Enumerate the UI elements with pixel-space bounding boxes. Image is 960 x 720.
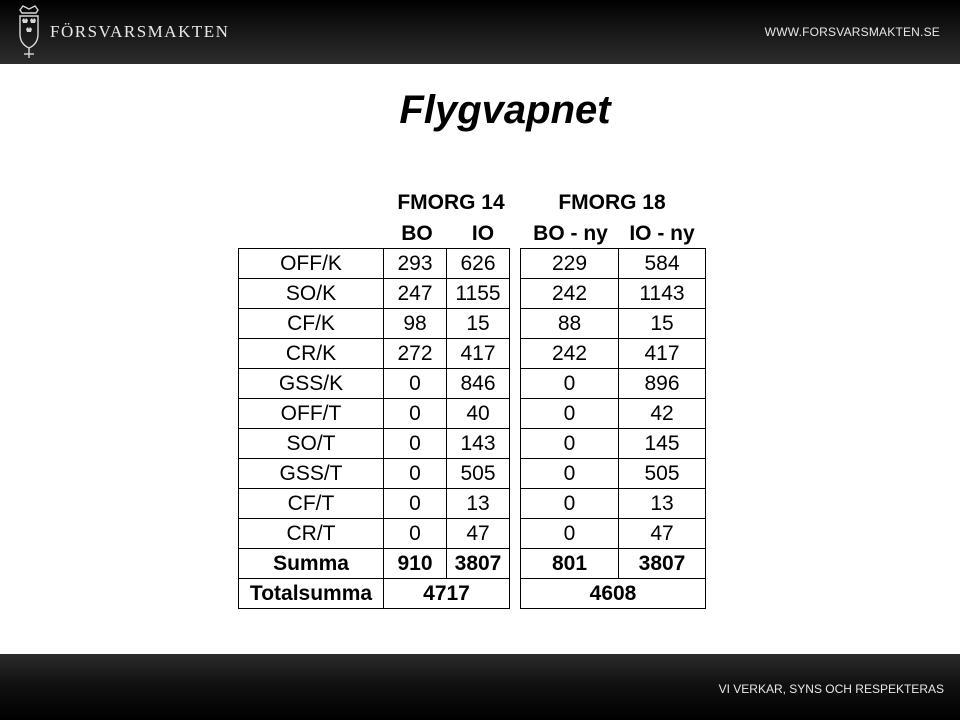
- top-banner: [0, 0, 960, 64]
- table-row: [239, 429, 510, 459]
- summa-row: [239, 549, 510, 579]
- row-label: CF/T: [239, 489, 384, 519]
- cell-bo-ny: 0: [521, 429, 619, 459]
- column-header-bo-ny: BO - ny: [533, 222, 608, 245]
- table-row: [239, 339, 510, 369]
- cell-bo-ny: 242: [521, 339, 619, 369]
- table-row: [239, 249, 510, 279]
- logo-wordmark: FÖRSVARSMAKTEN: [50, 22, 230, 41]
- summa-label: Summa: [239, 549, 384, 579]
- row-label: OFF/T: [239, 399, 384, 429]
- table-row: [239, 489, 510, 519]
- row-label: OFF/K: [239, 249, 384, 279]
- cell-bo: 0: [384, 369, 447, 399]
- three-crowns-crest-icon: [14, 4, 44, 60]
- cell-io: 626: [447, 249, 510, 279]
- column-header-io: IO: [471, 222, 495, 245]
- bottom-banner: [0, 654, 960, 720]
- cell-bo: 247: [384, 279, 447, 309]
- cell-bo: 0: [384, 429, 447, 459]
- table-row: [521, 399, 706, 429]
- slogan: VI VERKAR, SYNS OCH RESPEKTERAS: [718, 682, 944, 696]
- site-url: WWW.FORSVARSMAKTEN.SE: [764, 25, 940, 39]
- summa-bo-ny: 801: [521, 549, 619, 579]
- summa-io-ny: 3807: [619, 549, 706, 579]
- cell-bo: 293: [384, 249, 447, 279]
- cell-bo: 0: [384, 489, 447, 519]
- table-row: [521, 249, 706, 279]
- cell-io: 143: [447, 429, 510, 459]
- cell-io: 47: [447, 519, 510, 549]
- table-row: [239, 369, 510, 399]
- cell-bo-ny: 0: [521, 399, 619, 429]
- table-row: [521, 339, 706, 369]
- fmorg14-table: [238, 248, 510, 609]
- table-row: [521, 279, 706, 309]
- table-row: [239, 459, 510, 489]
- cell-io-ny: 417: [619, 339, 706, 369]
- totalsumma-row: [521, 579, 706, 609]
- cell-io-ny: 15: [619, 309, 706, 339]
- cell-io: 417: [447, 339, 510, 369]
- table-row: [521, 519, 706, 549]
- table-row: [239, 519, 510, 549]
- page-title: Flygvapnet: [399, 88, 611, 132]
- cell-io: 40: [447, 399, 510, 429]
- cell-io: 13: [447, 489, 510, 519]
- cell-io: 15: [447, 309, 510, 339]
- row-label: SO/K: [239, 279, 384, 309]
- row-label: SO/T: [239, 429, 384, 459]
- table-row: [521, 369, 706, 399]
- cell-bo-ny: 229: [521, 249, 619, 279]
- table-row: [521, 309, 706, 339]
- cell-bo-ny: 88: [521, 309, 619, 339]
- cell-io-ny: 42: [619, 399, 706, 429]
- cell-bo: 0: [384, 399, 447, 429]
- cell-io: 846: [447, 369, 510, 399]
- cell-io-ny: 896: [619, 369, 706, 399]
- cell-io-ny: 584: [619, 249, 706, 279]
- column-header-bo: BO: [401, 222, 433, 245]
- table-row: [239, 309, 510, 339]
- cell-io: 505: [447, 459, 510, 489]
- summa-bo: 910: [384, 549, 447, 579]
- table-row: [521, 459, 706, 489]
- group-header-fmorg18: FMORG 18: [558, 191, 666, 214]
- table-row: [521, 489, 706, 519]
- cell-bo: 272: [384, 339, 447, 369]
- summa-row: [521, 549, 706, 579]
- cell-bo-ny: 0: [521, 519, 619, 549]
- row-label: GSS/T: [239, 459, 384, 489]
- cell-bo-ny: 0: [521, 369, 619, 399]
- totalsumma-fmorg18: 4608: [521, 579, 706, 609]
- cell-bo-ny: 0: [521, 489, 619, 519]
- row-label: CR/T: [239, 519, 384, 549]
- summa-io: 3807: [447, 549, 510, 579]
- cell-io-ny: 47: [619, 519, 706, 549]
- column-header-io-ny: IO - ny: [629, 222, 695, 245]
- row-label: CF/K: [239, 309, 384, 339]
- cell-bo: 0: [384, 459, 447, 489]
- table-row: [521, 429, 706, 459]
- table-row: [239, 399, 510, 429]
- table-row: [239, 279, 510, 309]
- totalsumma-fmorg14: 4717: [384, 579, 510, 609]
- totalsumma-row: [239, 579, 510, 609]
- cell-io-ny: 13: [619, 489, 706, 519]
- totalsumma-label: Totalsumma: [239, 579, 384, 609]
- fmorg18-table: [520, 248, 706, 609]
- row-label: GSS/K: [239, 369, 384, 399]
- cell-io: 1155: [447, 279, 510, 309]
- cell-bo: 0: [384, 519, 447, 549]
- group-header-fmorg14: FMORG 14: [397, 191, 505, 214]
- cell-bo-ny: 0: [521, 459, 619, 489]
- cell-bo: 98: [384, 309, 447, 339]
- cell-io-ny: 145: [619, 429, 706, 459]
- row-label: CR/K: [239, 339, 384, 369]
- cell-io-ny: 505: [619, 459, 706, 489]
- cell-bo-ny: 242: [521, 279, 619, 309]
- cell-io-ny: 1143: [619, 279, 706, 309]
